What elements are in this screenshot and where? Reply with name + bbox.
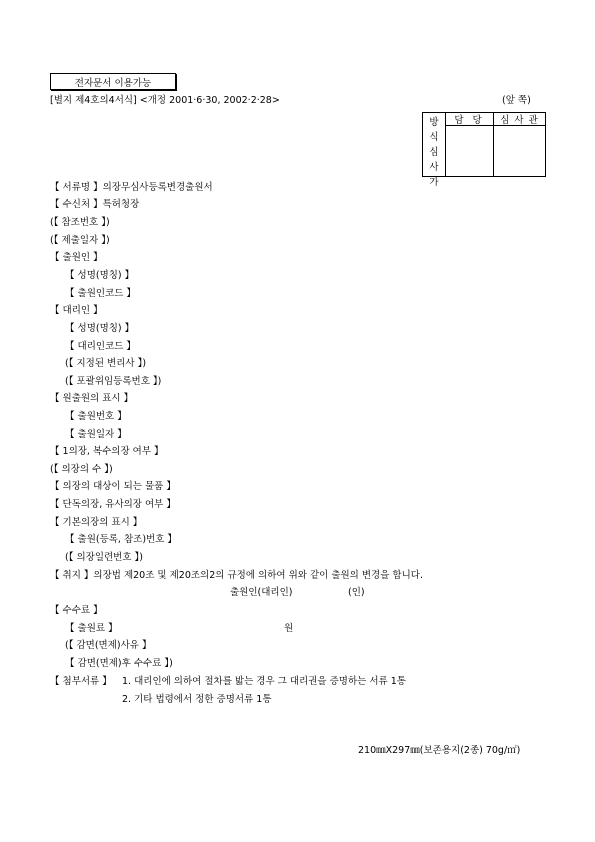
- field-general-power-number: (【 포괄위임등록번호 】): [65, 376, 162, 387]
- field-agent-name: 【 성명(명칭) 】: [65, 323, 135, 334]
- page-side-label: (앞 쪽): [502, 95, 531, 106]
- field-independent-similar-design: 【 단독의장, 유사의장 여부 】: [50, 499, 176, 510]
- attachments-title: 【 첨부서류 】: [50, 676, 112, 687]
- attachment-item-1: 1. 대리인에 의하여 절차를 밟는 경우 그 대리권을 증명하는 서류 1통: [122, 676, 406, 687]
- fees-title: 【 수수료 】: [50, 605, 103, 616]
- field-submission-date: (【 제출일자 】): [50, 235, 110, 246]
- approval-side-column: [423, 113, 446, 188]
- approval-side-char: 가: [429, 177, 439, 188]
- approval-side-char: 사: [429, 162, 439, 173]
- fee-application: 【 출원료 】: [65, 623, 118, 634]
- electronic-document-label: 전자문서 이용가능: [74, 77, 152, 89]
- field-applicant: 【 출원인 】: [50, 252, 103, 263]
- field-agent-code: 【 대리인코드 】: [65, 341, 136, 352]
- approval-side-char: 심: [429, 147, 439, 158]
- field-purpose: 【 취지 】의장법 제20조 및 제20조의2의 규정에 의하여 위와 같이 출원의 변경을 합니다.: [50, 570, 423, 581]
- field-designated-attorney: (【 지정된 변리사 】): [65, 358, 147, 369]
- signature-seal: (인): [348, 587, 365, 598]
- field-application-registration-number: 【 출원(등록, 참조)번호 】: [65, 534, 177, 545]
- approval-side-char: 방: [429, 117, 439, 128]
- field-number-of-designs: (【 의장의 수 】): [50, 464, 113, 475]
- field-design-serial-number: (【 의장일련번호 】): [65, 552, 144, 563]
- signature-label: 출원인(대리인): [230, 587, 293, 598]
- fee-currency: 원: [284, 623, 294, 634]
- approval-in-charge-header: 담 당: [454, 115, 485, 126]
- approval-side-text: [423, 115, 445, 188]
- field-original-application: 【 원출원의 표시 】: [50, 393, 134, 404]
- field-basic-design: 【 기본의장의 표시 】: [50, 517, 143, 528]
- field-recipient: 【 수신처 】특허청장: [50, 199, 140, 210]
- field-application-date: 【 출원일자 】: [65, 429, 127, 440]
- attachment-item-2: 2. 기타 법령에서 정한 증명서류 1통: [122, 694, 272, 705]
- field-application-number: 【 출원번호 】: [65, 411, 127, 422]
- field-reference-number: (【 참조번호 】): [50, 217, 110, 228]
- field-design-article: 【 의장의 대상이 되는 물품 】: [50, 481, 176, 492]
- approval-box: [422, 112, 546, 188]
- field-document-name: 【 서류명 】의장무심사등록변경출원서: [50, 182, 213, 193]
- field-applicant-name: 【 성명(명칭) 】: [65, 270, 135, 281]
- paper-spec-footer: 210㎜X297㎜(보존용지(2종) 70g/㎡): [358, 745, 521, 756]
- form-reference: [별지 제4호의4서식] <개정 2001·6·30, 2002·2·28>: [50, 95, 280, 106]
- approval-side-char: 식: [429, 132, 439, 143]
- field-applicant-code: 【 출원인코드 】: [65, 288, 136, 299]
- field-single-multiple-design: 【 1의장, 복수의장 여부 】: [50, 446, 164, 457]
- electronic-document-badge: [50, 73, 176, 90]
- fee-after-reduction: 【 감면(면제)후 수수료 】): [65, 658, 173, 669]
- fee-reduction-reason: (【 감면(면제)사유 】: [65, 640, 152, 651]
- approval-examiner-header: 심 사 관: [500, 115, 539, 126]
- field-agent: 【 대리인 】: [50, 305, 103, 316]
